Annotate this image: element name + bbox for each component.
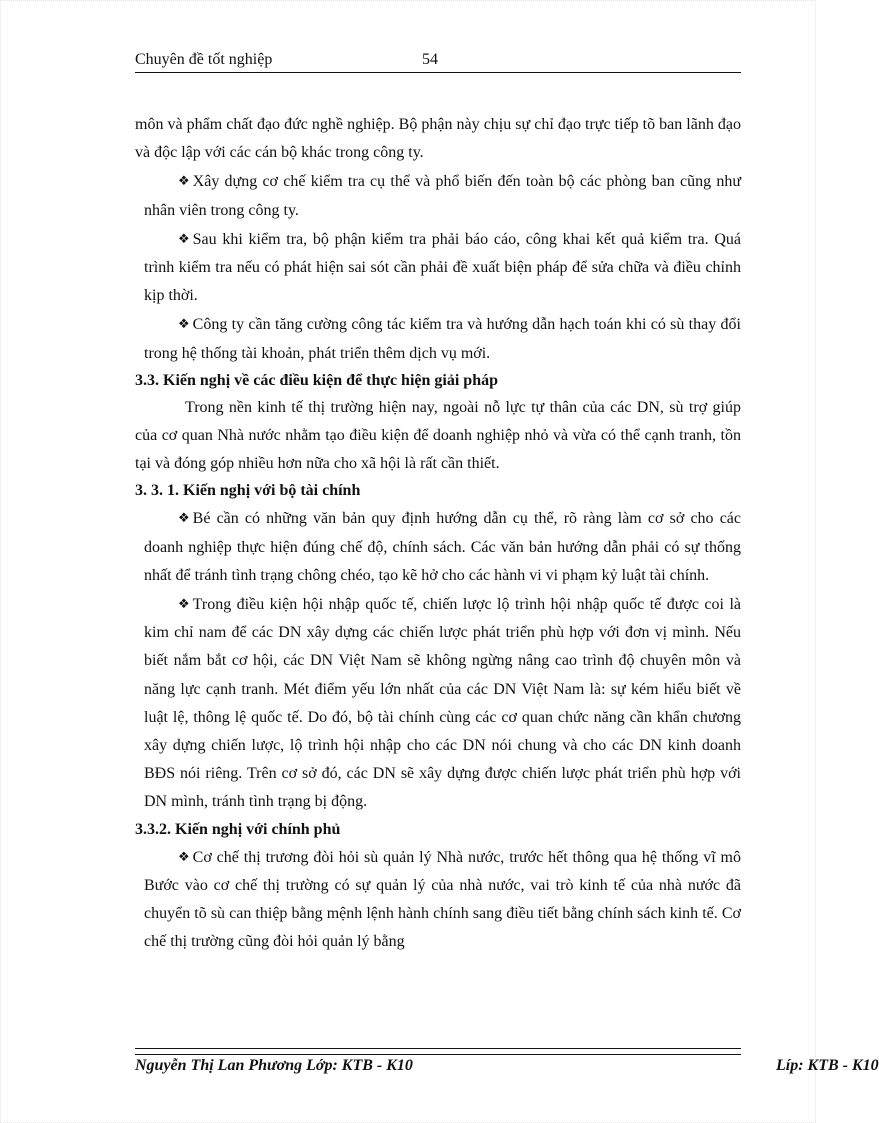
footer-class-label: Líp: KTB - K10 [776, 1057, 879, 1074]
four-point-diamond-icon: ❖ [178, 596, 190, 612]
page-number: 54 [422, 51, 438, 68]
bullet-text: Bé cần có những văn bản quy định hướng dẫn cụ thể, rõ ràng làm cơ sở cho các doanh nghiệp thực hiện đúng chế độ, chính sách. Các văn bản hướng dẫn phải có sự thống nhất để tránh tình trạng chông chéo, tạo kẽ hở cho các hành vi vi phạm kỷ luật tài chính. [144, 510, 741, 584]
bullet-paragraph [135, 225, 741, 311]
bullet-paragraph [135, 590, 741, 817]
bullet-paragraph [135, 310, 741, 367]
bullet-text: Sau khi kiểm tra, bộ phận kiểm tra phải báo cáo, công khai kết quả kiểm tra. Quá trình kiểm tra nếu có phát hiện sai sót cần phải đề xuất biện pháp để sửa chữa và điều chỉnh kịp thời. [144, 230, 741, 305]
bullet-paragraph [135, 167, 741, 224]
section-heading-3-3-2: 3.3.2. Kiến nghị với chính phủ [135, 820, 341, 838]
bullet-text: Xây dựng cơ chế kiểm tra cụ thể và phổ biến đến toàn bộ các phòng ban cũng như nhân viên trong công ty. [144, 173, 741, 219]
paragraph-continuation: môn và phẩm chất đạo đức nghề nghiệp. Bộ phận này chịu sự chỉ đạo trực tiếp tõ ban lãnh đạo và độc lập với các cán bộ khác trong công ty. [135, 116, 741, 162]
section-heading-3-3-1: 3. 3. 1. Kiến nghị với bộ tài chính [135, 482, 361, 500]
four-point-diamond-icon: ❖ [178, 848, 190, 864]
bullet-paragraph [135, 843, 741, 957]
four-point-diamond-icon: ❖ [178, 316, 190, 332]
footer-rule [135, 1048, 741, 1055]
document-body [135, 111, 741, 956]
bullet-text: Cơ chế thị trương đòi hỏi sù quản lý Nhà nước, trước hết thông qua hệ thống vĩ mô Bước vào cơ chế thị trường có sự quản lý của nhà nước, vai trò kinh tế của nhà nước đã chuyển tõ sù can thiệp bằng mệnh lệnh hành chính sang điều tiết bằng chính sách kinh tế. Cơ chế thị trường cũng đòi hỏi quản lý bằng [144, 848, 741, 951]
footer-author: Nguyễn Thị Lan Phương Lớp: KTB - K10 [135, 1057, 413, 1074]
header-title: Chuyên đề tốt nghiệp [135, 51, 273, 68]
paragraph-intro: Trong nền kinh tế thị trường hiện nay, ngoài nỗ lực tự thân của các DN, sù trợ giúp của cơ quan Nhà nước nhằm tạo điều kiện để doanh nghiệp nhỏ và vừa có thể cạnh tranh, tồn tại và đóng góp nhiều hơn nữa cho xã hội là rất cần thiết. [135, 398, 741, 473]
page-header [135, 50, 741, 73]
bullet-text: Công ty cần tăng cường công tác kiểm tra và hướng dẫn hạch toán khi có sù thay đổi trong hệ thống tài khoản, phát triển thêm dịch vụ mới. [144, 316, 741, 362]
bullet-paragraph [135, 504, 741, 590]
bullet-text: Trong điều kiện hội nhập quốc tế, chiến lược lộ trình hội nhập quốc tế được coi là kim chỉ nam để các DN xây dựng các chiến lược phát triển phù hợp với đơn vị mình. Nếu biết nắm bắt cơ hội, các DN Việt Nam sẽ không ngừng nâng cao trình độ chuyên môn và năng lực cạnh tranh. Mét điểm yếu lớn nhất của các DN Việt Nam là: sự kém hiểu biết về luật lệ, thông lệ quốc tế. Do đó, bộ tài chính cùng các cơ quan chức năng cần khẩn chương xây dựng chiến lược, lộ trình hội nhập cho các DN nói chung và cho các DN kinh doanh BĐS nói riêng. Trên cơ sở đó, các DN sẽ xây dựng được chiến lược phát triển phù hợp với DN mình, tránh tình trạng bị động. [144, 596, 741, 811]
section-heading-3-3: 3.3. Kiến nghị về các điều kiện để thực hiện giải pháp [135, 371, 498, 389]
four-point-diamond-icon: ❖ [178, 510, 190, 526]
four-point-diamond-icon: ❖ [178, 230, 190, 246]
four-point-diamond-icon: ❖ [178, 173, 190, 189]
